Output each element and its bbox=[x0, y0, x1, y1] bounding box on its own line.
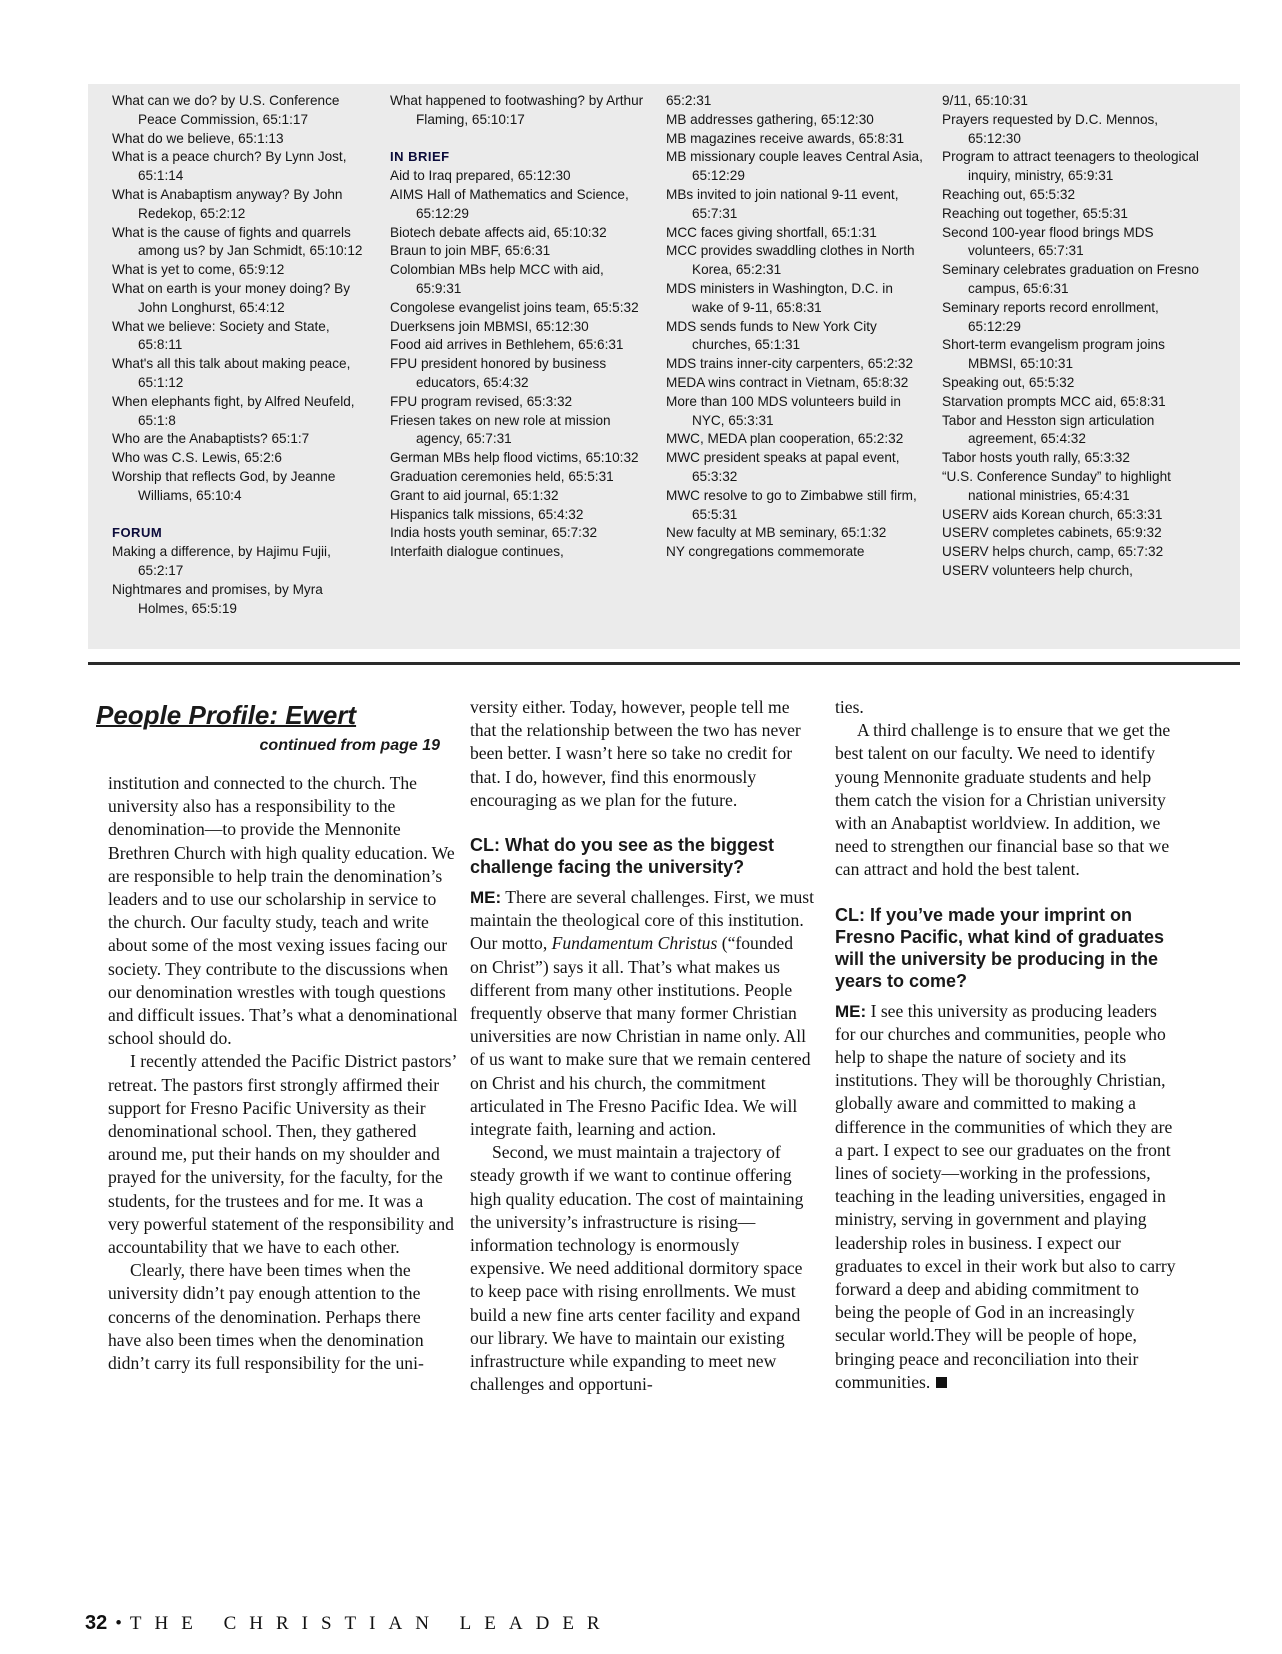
index-entry: Tabor hosts youth rally, 65:3:32 bbox=[942, 450, 1130, 466]
index-entry: Reaching out together, 65:5:31 bbox=[942, 205, 1128, 221]
index-column-1 bbox=[112, 92, 370, 618]
index-entry: What is the cause of fights and quarrels among us? by Jan Schmidt, 65:10:12 bbox=[112, 224, 363, 259]
page-number: 32 bbox=[85, 1612, 108, 1634]
interview-question: CL: If you’ve made your imprint on Fresno Pacific, what kind of graduates will the university be producing in the years to come? bbox=[835, 904, 1165, 991]
index-entry: MDS trains inner-city carpenters, 65:2:32 bbox=[666, 356, 914, 372]
article-title: People Profile: Ewert bbox=[96, 700, 357, 730]
index-entry: Seminary reports record enrollment, 65:12:29 bbox=[942, 299, 1159, 334]
index-entry: When elephants fight, by Alfred Neufeld, 65:1:8 bbox=[112, 393, 355, 428]
index-entry: Tabor and Hesston sign articulation agreement, 65:4:32 bbox=[942, 412, 1155, 447]
index-entry: Grant to aid journal, 65:1:32 bbox=[390, 487, 559, 503]
index-entry: Nightmares and promises, by Myra Holmes, 65:5:19 bbox=[112, 581, 323, 616]
continued-note: continued from page 19 bbox=[259, 737, 440, 754]
index-entry: Seminary celebrates graduation on Fresno campus, 65:6:31 bbox=[942, 262, 1199, 296]
page-footer bbox=[85, 1612, 613, 1635]
article-column-1 bbox=[108, 772, 458, 1375]
index-column-3 bbox=[666, 92, 928, 562]
index-entry: Duerksens join MBMSI, 65:12:30 bbox=[390, 318, 589, 334]
index-entry: MB addresses gathering, 65:12:30 bbox=[666, 111, 874, 127]
footer-bullet: • bbox=[115, 1613, 122, 1634]
answer-text: (“founded on Christ”) says it all. That’s what makes us different from many other institutions. People frequently observe that many former Christian universities are now Christian in name only. All of us want to make sure that we remain centered on Christ and his church, the commitment articulated in The Fresno Pacific Idea. We will integrate faith, learning and action. bbox=[470, 933, 811, 1140]
index-entry: Program to attract teenagers to theological inquiry, ministry, 65:9:31 bbox=[942, 149, 1199, 184]
index-entry: Short-term evangelism program joins MBMSI, 65:10:31 bbox=[942, 337, 1165, 372]
index-entry: MEDA wins contract in Vietnam, 65:8:32 bbox=[666, 374, 909, 390]
index-entry: Congolese evangelist joins team, 65:5:32 bbox=[390, 299, 639, 315]
end-of-article-mark bbox=[936, 1377, 947, 1388]
index-entry: India hosts youth seminar, 65:7:32 bbox=[390, 525, 598, 541]
article-column-3 bbox=[835, 696, 1180, 1394]
body-paragraph: A third challenge is to ensure that we get the best talent on our faculty. We need to identify young Mennonite graduate students and help them catch the vision for a Christian university with an Anabaptist worldview. In addition, we need to strengthen our financial base so that we can attract and hold the best talent. bbox=[835, 720, 1171, 880]
index-entry: Making a difference, by Hajimu Fujii, 65:2:17 bbox=[112, 544, 331, 578]
body-paragraph: ties. bbox=[835, 697, 864, 717]
interview-question: CL: What do you see as the biggest challenge facing the university? bbox=[470, 835, 775, 878]
index-entry: AIMS Hall of Mathematics and Science, 65:12:29 bbox=[390, 186, 629, 221]
index-entry: Graduation ceremonies held, 65:5:31 bbox=[390, 468, 614, 484]
index-entry: Friesen takes on new role at mission agency, 65:7:31 bbox=[390, 412, 611, 447]
body-paragraph: I recently attended the Pacific District pastors’ retreat. The pastors first strongly affirmed their support for Fresno Pacific University as their denominational school. Then, they gathered around me, put their hands on my shoulder and prayed for the university, for the faculty, for the students, for the trustees and for me. It was a very powerful statement of the responsibility and accountability that we have to each other. bbox=[108, 1051, 457, 1258]
index-entry: What we believe: Society and State, 65:8:11 bbox=[112, 318, 330, 353]
index-column-2 bbox=[390, 92, 652, 562]
index-entry: 9/11, 65:10:31 bbox=[942, 93, 1028, 108]
index-entry: Hispanics talk missions, 65:4:32 bbox=[390, 506, 584, 522]
body-paragraph: institution and connected to the church. The university also has a responsibility to the denomination—to provide the Mennonite Brethren Church with high quality education. We are responsible to help train the denomination’s leaders and to use our scholarship in service to the church. Our faculty study, teach and write about some of the most vexing issues facing our society. They contribute to the discussions when our denomination wrestles with tough questions and difficult issues. That’s what a denominational school should do. bbox=[108, 773, 458, 1049]
index-entry: What on earth is your money doing? By John Longhurst, 65:4:12 bbox=[112, 280, 351, 315]
index-entry: NY congregations commemorate bbox=[666, 544, 865, 560]
index-entry: Starvation prompts MCC aid, 65:8:31 bbox=[942, 393, 1166, 409]
answer-text: I see this university as producing leaders for our churches and communities, people who help to shape the nature of society and its institutions. They will be thoroughly Christian, globally aware and committed to making a difference in the communities of which they are a part. I expect to see our graduates on the front lines of society—working in the professions, teaching in the leading universities, engaged in ministry, serving in government and playing leadership roles in business. I expect our graduates to excel in their work but also to carry forward a deep and abiding commitment to being the people of God in an increasingly secular world.They will be people of hope, bringing peace and reconciliation into their communities. bbox=[835, 1000, 1176, 1392]
index-entry: Who are the Anabaptists? 65:1:7 bbox=[112, 431, 310, 447]
index-entry: MCC provides swaddling clothes in North Korea, 65:2:31 bbox=[666, 243, 915, 278]
index-entry: What is Anabaptism anyway? By John Redekop, 65:2:12 bbox=[112, 186, 343, 221]
section-divider-rule bbox=[88, 662, 1240, 665]
index-entry: MDS ministers in Washington, D.C. in wake of 9-11, 65:8:31 bbox=[666, 280, 893, 315]
index-entry: FPU program revised, 65:3:32 bbox=[390, 393, 573, 409]
index-section-heading: FORUM bbox=[112, 525, 163, 541]
index-entry: MWC, MEDA plan cooperation, 65:2:32 bbox=[666, 431, 904, 447]
motto-text: Fundamentum Christus bbox=[551, 933, 718, 954]
index-entry: What can we do? by U.S. Conference Peace Commission, 65:1:17 bbox=[112, 93, 340, 127]
index-entry: Worship that reflects God, by Jeanne Williams, 65:10:4 bbox=[112, 468, 336, 503]
index-entry: More than 100 MDS volunteers build in NYC, 65:3:31 bbox=[666, 393, 901, 428]
index-entry: What's all this talk about making peace, 65:1:12 bbox=[112, 356, 351, 390]
index-entry: MCC faces giving shortfall, 65:1:31 bbox=[666, 224, 877, 240]
index-entry: Food aid arrives in Bethlehem, 65:6:31 bbox=[390, 337, 624, 353]
index-section-heading: IN BRIEF bbox=[390, 149, 450, 165]
index-entry: New faculty at MB seminary, 65:1:32 bbox=[666, 525, 887, 541]
index-entry: What do we believe, 65:1:13 bbox=[112, 130, 284, 146]
index-entry: USERV completes cabinets, 65:9:32 bbox=[942, 525, 1162, 541]
article-column-2 bbox=[470, 696, 815, 1396]
index-entry: German MBs help flood victims, 65:10:32 bbox=[390, 450, 639, 466]
index-entry: Aid to Iraq prepared, 65:12:30 bbox=[390, 168, 571, 184]
index-entry: Prayers requested by D.C. Mennos, 65:12:30 bbox=[942, 111, 1159, 146]
interview-answer bbox=[835, 1000, 1180, 1394]
index-entry: Braun to join MBF, 65:6:31 bbox=[390, 243, 551, 259]
index-entry: Biotech debate affects aid, 65:10:32 bbox=[390, 224, 607, 240]
index-entry: Reaching out, 65:5:32 bbox=[942, 186, 1076, 202]
index-entry: Colombian MBs help MCC with aid, 65:9:31 bbox=[390, 262, 604, 296]
body-paragraph: versity either. Today, however, people tell me that the relationship between the two has never been better. I wasn’t here so take no credit for that. I do, however, find this enormously encouraging as we plan for the future. bbox=[470, 697, 801, 810]
body-paragraph: Second, we must maintain a trajectory of steady growth if we want to continue offering high quality education. The cost of maintaining the university’s infrastructure is rising—information technology is enormously expensive. We need additional dormitory space to keep pace with rising enrollments. We must build a new fine arts center facility and expand our library. We have to maintain our existing infrastructure while expanding to meet new challenges and opportuni- bbox=[470, 1142, 804, 1395]
index-entry: USERV aids Korean church, 65:3:31 bbox=[942, 506, 1163, 522]
index-entry: MWC president speaks at papal event, 65:3:32 bbox=[666, 450, 900, 484]
index-entry: MB missionary couple leaves Central Asia, 65:12:29 bbox=[666, 149, 923, 184]
speaker-label: ME: bbox=[835, 1001, 867, 1021]
index-column-4 bbox=[942, 92, 1212, 581]
body-paragraph: Clearly, there have been times when the university didn’t pay enough attention to the concerns of the denomination. Perhaps there have also been times when the denomination didn’t carry its full responsibility for the uni- bbox=[108, 1260, 424, 1374]
interview-answer bbox=[470, 886, 815, 1141]
index-entry: What is a peace church? By Lynn Jost, 65:1:14 bbox=[112, 149, 347, 184]
index-entry: USERV helps church, camp, 65:7:32 bbox=[942, 544, 1164, 560]
index-entry: What is yet to come, 65:9:12 bbox=[112, 262, 285, 278]
index-entry: MDS sends funds to New York City churches, 65:1:31 bbox=[666, 318, 877, 353]
index-entry: Interfaith dialogue continues, bbox=[390, 544, 564, 560]
index-entry: MBs invited to join national 9-11 event, 65:7:31 bbox=[666, 186, 899, 221]
index-entry: FPU president honored by business educators, 65:4:32 bbox=[390, 356, 607, 390]
answer-text: There are several challenges. First, we must maintain the theological core of this institution. Our motto, bbox=[470, 887, 815, 954]
index-entry: What happened to footwashing? by Arthur Flaming, 65:10:17 bbox=[390, 93, 644, 127]
index-entry: “U.S. Conference Sunday” to highlight national ministries, 65:4:31 bbox=[942, 468, 1171, 503]
index-entry: MB magazines receive awards, 65:8:31 bbox=[666, 130, 905, 146]
index-entry: USERV volunteers help church, bbox=[942, 562, 1133, 578]
index-entry: MWC resolve to go to Zimbabwe still firm, 65:5:31 bbox=[666, 487, 917, 522]
index-entry: Second 100-year flood brings MDS volunteers, 65:7:31 bbox=[942, 224, 1154, 259]
publication-name: THE CHRISTIAN LEADER bbox=[129, 1613, 613, 1634]
index-box bbox=[88, 84, 1240, 649]
index-entry: Speaking out, 65:5:32 bbox=[942, 374, 1075, 390]
index-entry: 65:2:31 bbox=[666, 93, 712, 108]
index-entry: Who was C.S. Lewis, 65:2:6 bbox=[112, 450, 282, 466]
speaker-label: ME: bbox=[470, 888, 502, 908]
